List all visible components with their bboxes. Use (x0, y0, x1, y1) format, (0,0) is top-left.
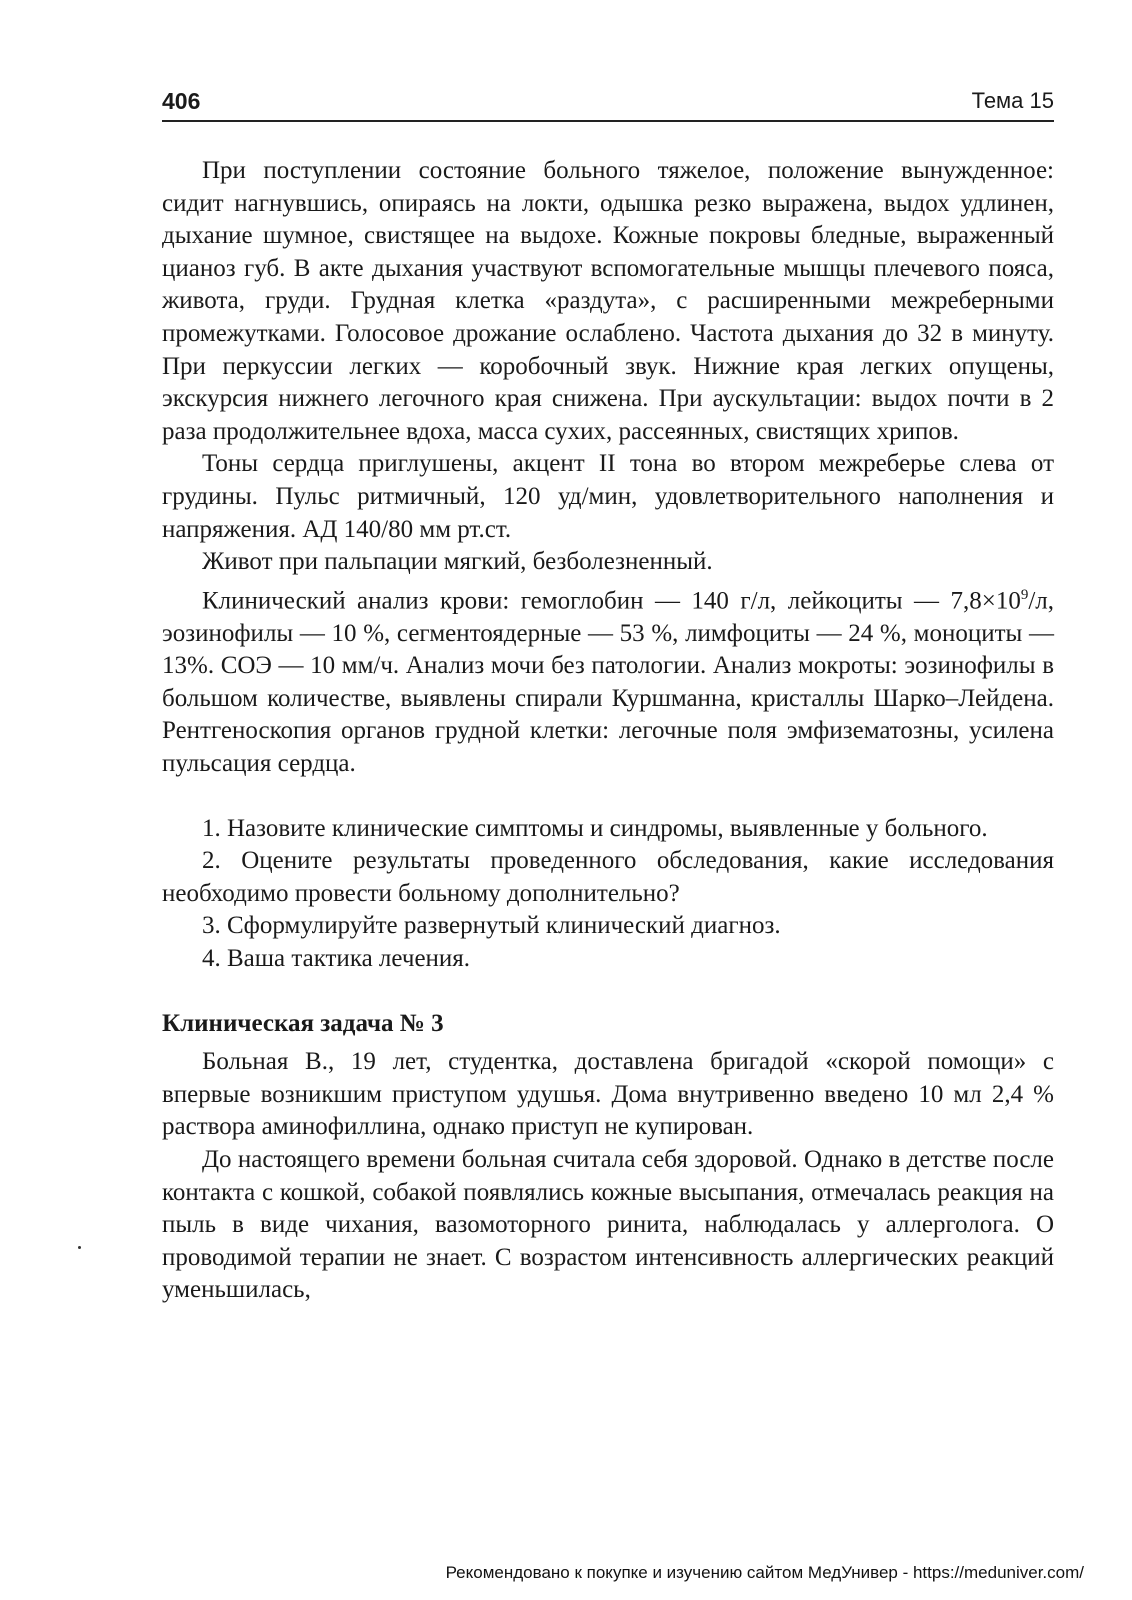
question-2: 2. Оцените результаты проведенного обследования, какие исследования необходимо провести больному дополнительно? (162, 847, 1054, 907)
margin-dot (78, 1246, 81, 1249)
blood-analysis-text-end: /л, эозинофилы — 10 %, сегментоядерные — 53 %, лимфоциты — 24 %, моноциты — 13%. СОЭ — 10 мм/ч. Анализ мочи без патологии. Анализ мокроты: эозинофилы в большом количестве, выявлены спирали Куршманна, кристаллы Шарко–Лейдена. Рентгеноскопия органов грудной клетки: легочные поля эмфизематозны, усилена пульсация сердца. (162, 587, 1054, 778)
task-3-paragraph-2: До настоящего времени больная считала себя здоровой. Однако в детстве после контакта с кошкой, собакой появлялись кожные высыпания, отмечалась реакция на пыль в виде чихания, вазомоторного ринита, наблюдалась у аллерголога. О проводимой терапии не знает. С возрастом интенсивность аллергических реакций уменьшилась, (162, 1145, 1054, 1304)
blood-analysis-exponent: 9 (1020, 586, 1029, 603)
task-3-title: Клиническая задача № 3 (162, 1009, 444, 1037)
task-3-paragraph-1: Больная В., 19 лет, студентка, доставлена бригадой «скорой помощи» с впервые возникшим приступом удушья. Дома внутривенно введено 10 мл 2,4 % раствора аминофиллина, однако приступ не купирован. (162, 1048, 1054, 1141)
footer-link-text[interactable]: Рекомендовано к покупке и изучению сайтом МедУнивер - https://meduniver.com/ (445, 1563, 1084, 1582)
paragraph-heart: Тоны сердца приглушены, акцент II тона во втором межреберье слева от грудины. Пульс ритмичный, 120 уд/мин, удовлетворительного наполнения и напряжения. АД 140/80 мм рт.ст. (162, 450, 1054, 543)
section-title: Тема 15 (971, 88, 1054, 113)
question-3: 3. Сформулируйте развернутый клинический диагноз. (202, 912, 781, 940)
question-1: 1. Назовите клинические симптомы и синдромы, выявленные у больного. (202, 814, 988, 842)
header-rule (162, 120, 1054, 122)
paragraph-patient-status: При поступлении состояние больного тяжелое, положение вынужденное: сидит нагнувшись, опираясь на локти, одышка резко выражена, выдох удлинен, дыхание шумное, свистящее на выдохе. Кожные покровы бледные, выраженный цианоз губ. В акте дыхания участвуют вспомогательные мышцы плечевого пояса, живота, груди. Грудная клетка «раздута», с расширенными межреберными промежутками. Голосовое дрожание ослаблено. Частота дыхания до 32 в минуту. При перкуссии легких — коробочный звук. Нижние края легких опущены, экскурсия нижнего легочного края снижена. При аускультации: выдох почти в 2 раза продолжительнее вдоха, масса сухих, рассеянных, свистящих хрипов. (162, 157, 1054, 445)
page-number: 406 (162, 88, 201, 114)
paragraph-abdomen: Живот при пальпации мягкий, безболезненный. (202, 548, 713, 576)
question-4: 4. Ваша тактика лечения. (202, 944, 471, 972)
page-header (162, 88, 1054, 120)
blood-analysis-text-start: Клинический анализ крови: гемоглобин — 140 г/л, лейкоциты — 7,8×10 (202, 587, 1021, 615)
paragraph-blood-analysis (162, 579, 1054, 781)
page-body (162, 155, 1054, 1307)
